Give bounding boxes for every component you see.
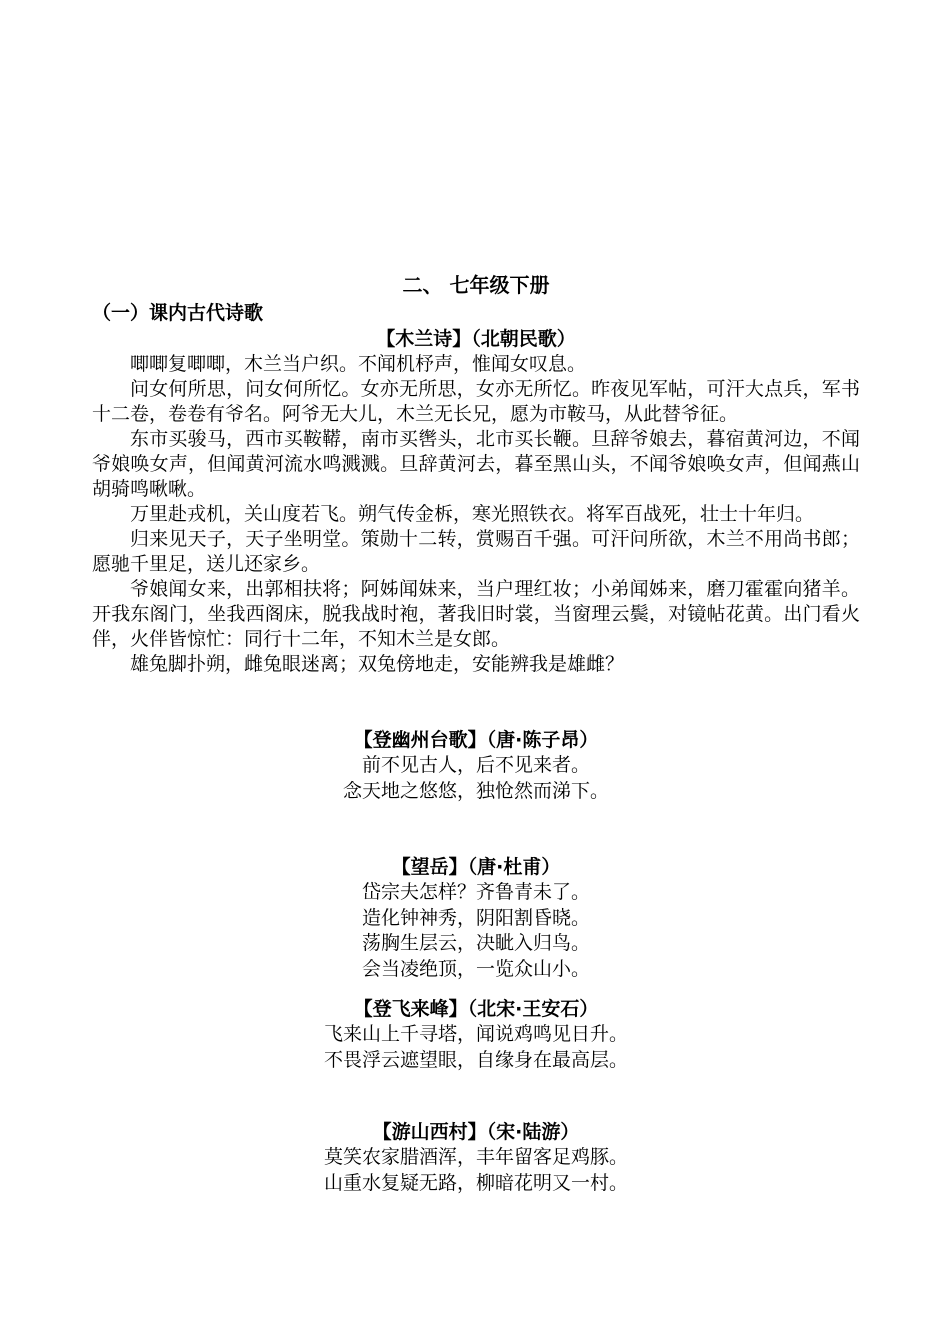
wangyue-line-4: 会当凌绝顶，一览众山小。: [361, 957, 590, 980]
wangyue-line-1: 岱宗夫怎样？齐鲁青未了。: [361, 881, 590, 903]
poem-wangyue: [92, 854, 860, 982]
shanxicun-line-2: 山重水复疑无路，柳暗花明又一村。: [323, 1171, 628, 1194]
mulan-paragraph-7: 雄兔脚扑朔，雌兔眼迷离；双兔傍地走，安能辨我是雄雌？: [130, 653, 625, 675]
wangyue-line-3: 荡胸生层云，决眦入归鸟。: [361, 932, 590, 954]
poem-title-wangyue: 【望岳】（唐·杜甫）: [391, 856, 561, 878]
mulan-paragraph-2: 问女何所思，问女何所忆。女亦无所思，女亦无所忆。昨夜见军帖，可汗大点兵，军书十二卷，卷卷有爷名。阿爷无大儿，木兰无长兄，愿为市鞍马，从此替爷征。: [92, 378, 860, 425]
poem-shanxicun: [92, 1119, 860, 1196]
subsection-title: （一）课内古代诗歌: [92, 302, 264, 324]
mulan-paragraph-6: 爷娘闻女来，出郭相扶将；阿姊闻妹来，当户理红妆；小弟闻姊来，磨刀霍霍向猪羊。开我东阁门，坐我西阁床，脱我战时袍，著我旧时裳，当窗理云鬓，对镜帖花黄。出门看火伴，火伴皆惊忙：同行十二年，不知木兰是女郎。: [92, 578, 860, 650]
document-page: [92, 270, 860, 1196]
feilaifeng-line-2: 不畏浮云遮望眼，自缘身在最高层。: [323, 1048, 628, 1071]
youzhou-line-2: 念天地之悠悠，独怆然而涕下。: [342, 779, 609, 802]
poem-mulan: [92, 326, 860, 677]
spacer: [92, 982, 860, 996]
feilaifeng-line-1: 飞来山上千寻塔，闻说鸡鸣见日升。: [323, 1023, 628, 1045]
youzhou-line-1: 前不见古人，后不见来者。: [361, 754, 590, 776]
poem-youzhou: [92, 727, 860, 804]
spacer: [92, 804, 860, 854]
mulan-paragraph-1: 唧唧复唧唧，木兰当户织。不闻机杼声，惟闻女叹息。: [130, 353, 587, 375]
poem-title-mulan: 【木兰诗】（北朝民歌）: [376, 328, 576, 350]
mulan-paragraph-5: 归来见天子，天子坐明堂。策勋十二转，赏赐百千强。可汗问所欲，木兰不用尚书郎；愿驰千里足，送儿还家乡。: [92, 528, 860, 575]
mulan-paragraph-4: 万里赴戎机，关山度若飞。朔气传金柝，寒光照铁衣。将军百战死，壮士十年归。: [130, 503, 815, 525]
poem-title-youzhou: 【登幽州台歌】（唐·陈子昂）: [353, 729, 599, 751]
poem-title-shanxicun: 【游山西村】（宋·陆游）: [372, 1121, 580, 1143]
mulan-paragraph-3: 东市买骏马，西市买鞍鞯，南市买辔头，北市买长鞭。旦辞爷娘去，暮宿黄河边，不闻爷娘唤女声，但闻黄河流水鸣溅溅。旦辞黄河去，暮至黑山头，不闻爷娘唤女声，但闻燕山胡骑鸣啾啾。: [92, 428, 860, 500]
wangyue-line-2: 造化钟神秀，阴阳割昏晓。: [361, 906, 590, 929]
section-title: 二、 七年级下册: [402, 273, 550, 297]
spacer: [92, 1073, 860, 1119]
poem-feilaifeng: [92, 996, 860, 1073]
spacer: [92, 677, 860, 727]
shanxicun-line-1: 莫笑农家腊酒浑，丰年留客足鸡豚。: [323, 1146, 628, 1168]
poem-title-feilaifeng: 【登飞来峰】（北宋·王安石）: [353, 998, 599, 1020]
